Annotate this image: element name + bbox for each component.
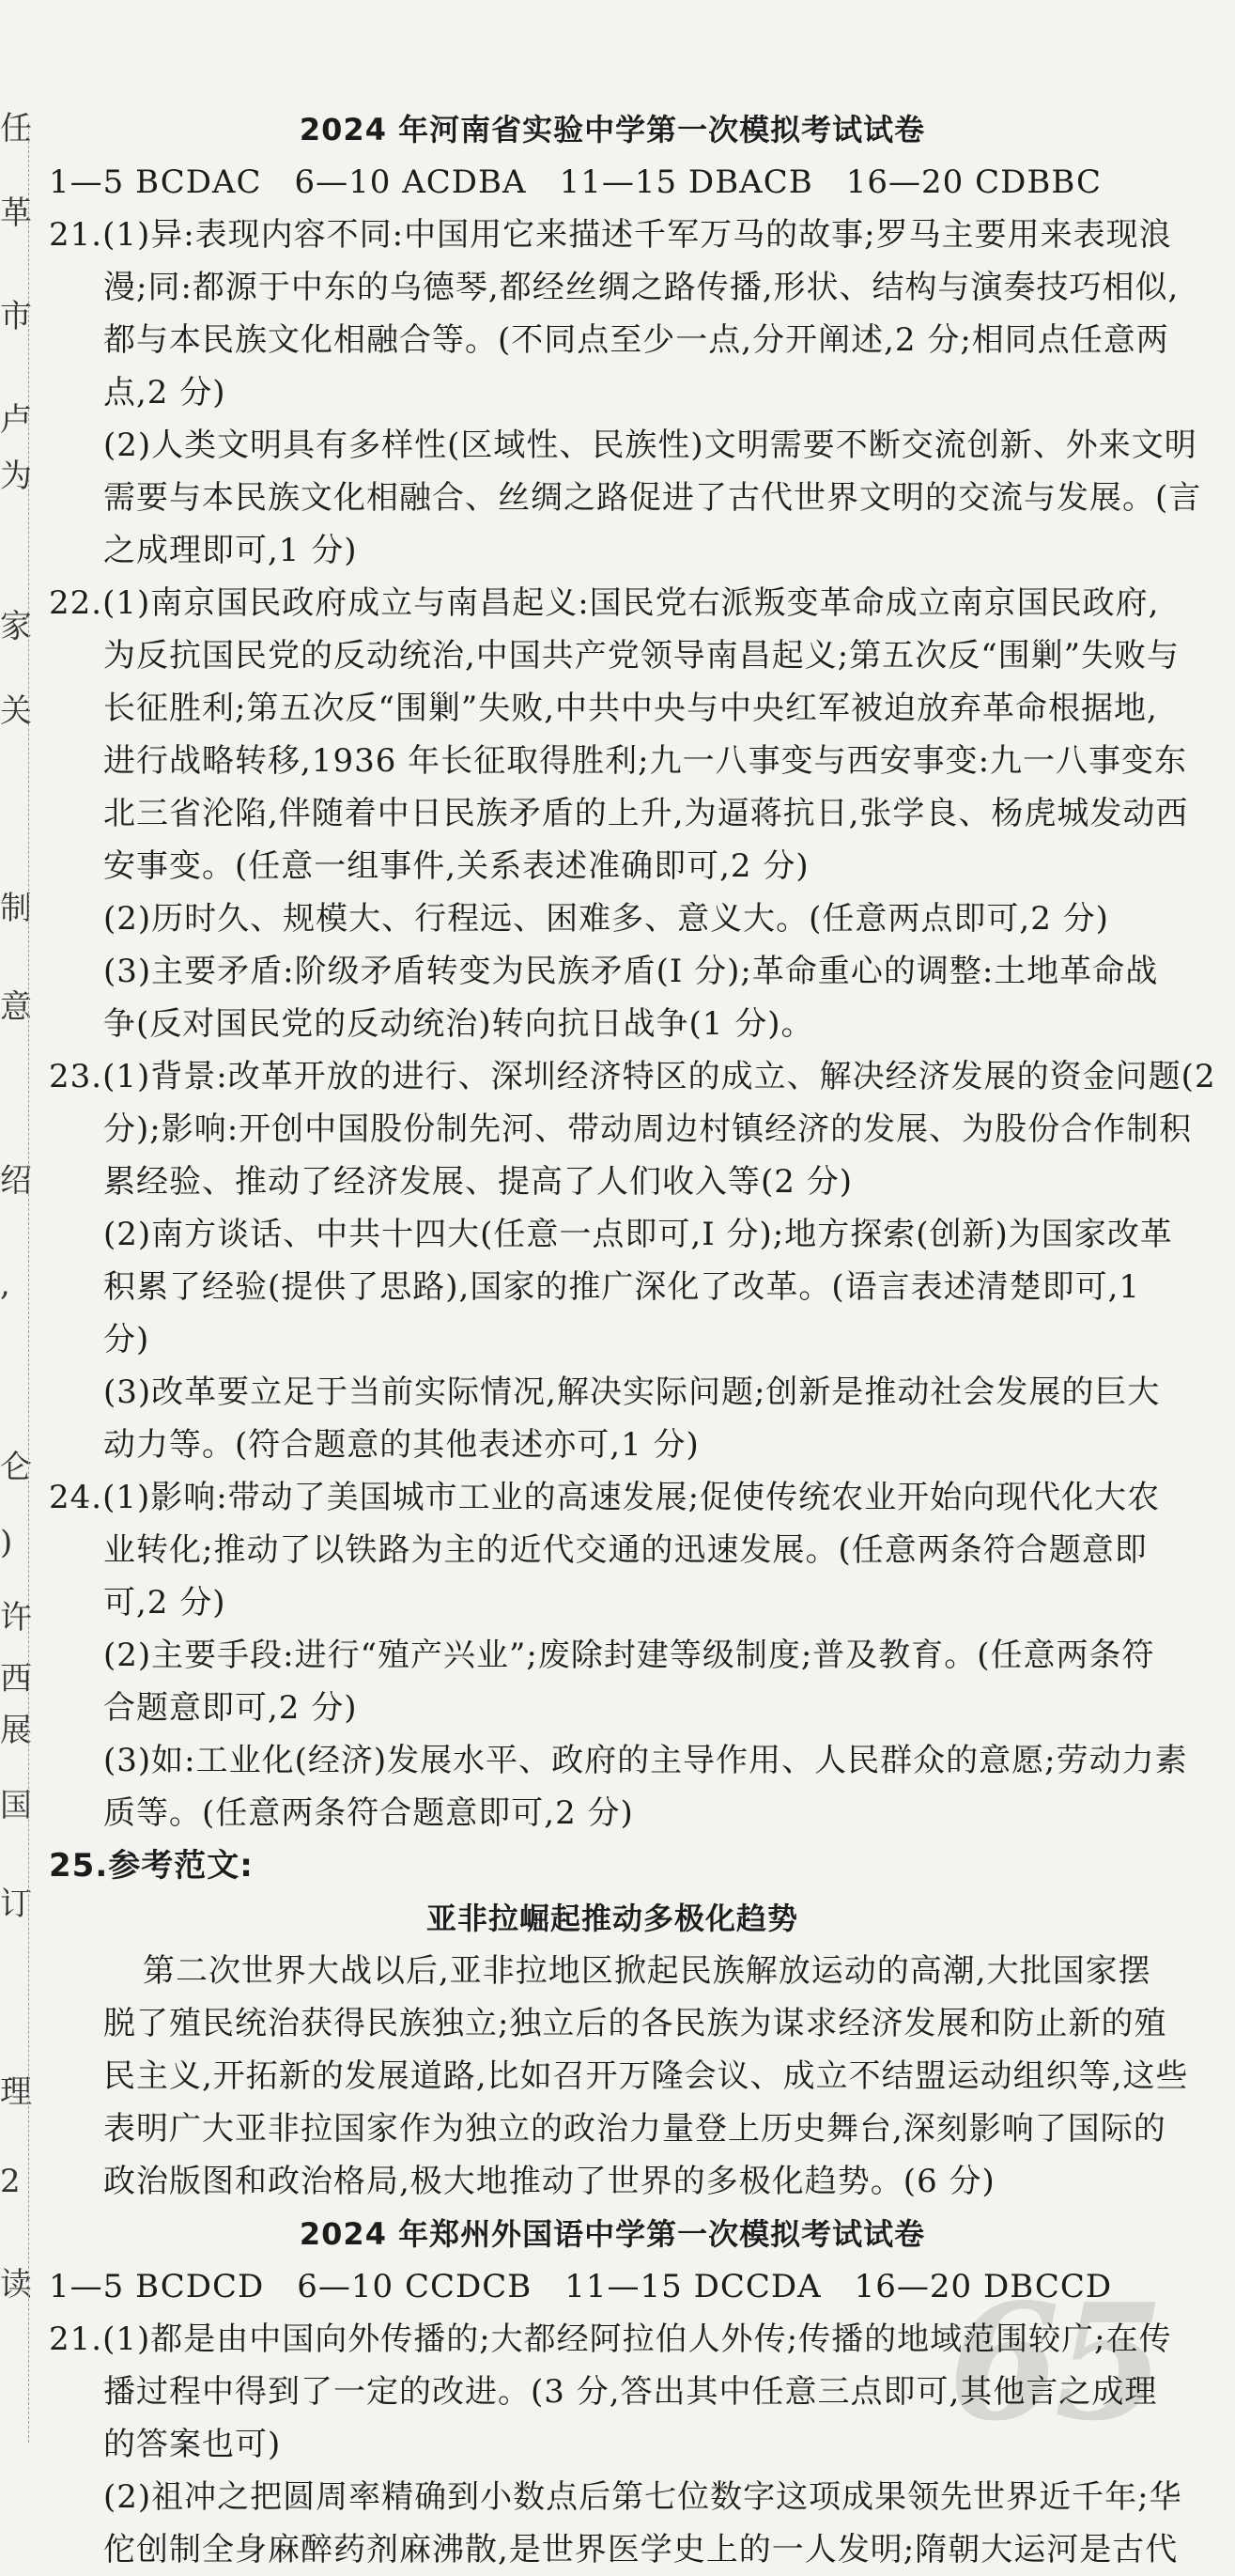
text-line: 分);影响:开创中国股份制先河、带动周边村镇经济的发展、为股份合作制积 <box>103 1110 1193 1148</box>
margin-divider <box>28 122 30 2443</box>
margin-char: 理 <box>0 2073 32 2111</box>
margin-char: 意 <box>0 988 32 1026</box>
margin-char: 国 <box>0 1787 32 1824</box>
text-line: 安事变。(任意一组事件,关系表述准确即可,2 分) <box>103 847 810 885</box>
margin-char: 制 <box>0 890 32 927</box>
text-line: 点,2 分) <box>103 374 226 411</box>
margin-char: 关 <box>0 692 32 730</box>
section-title: 亚非拉崛起推动多极化趋势 <box>425 1901 798 1936</box>
text-line: 21.(1)都是由中国向外传播的;大都经阿拉伯人外传;传播的地域范围较广;在传 <box>49 2320 1172 2358</box>
text-line: (3)改革要立足于当前实际情况,解决实际问题;创新是推动社会发展的巨大 <box>103 1373 1161 1411</box>
text-line: 之成理即可,1 分) <box>103 532 358 569</box>
text-line: 21.(1)异:表现内容不同:中国用它来描述千军万马的故事;罗马主要用来表现浪 <box>49 216 1172 254</box>
margin-char: 仑 <box>0 1449 32 1486</box>
text-line: 25.参考范文: <box>49 1847 254 1885</box>
page-number-watermark: 65 <box>949 2269 1160 2457</box>
text-line: 脱了殖民统治获得民族独立;独立后的各民族为谋求经济发展和防止新的殖 <box>103 2005 1167 2042</box>
text-line: 争(反对国民党的反动统治)转向抗日战争(1 分)。 <box>103 1005 814 1043</box>
margin-char: 革 <box>0 194 32 232</box>
text-line: 长征胜利;第五次反“围剿”失败,中共中央与中央红军被迫放弃革命根据地, <box>103 690 1158 727</box>
margin-char: 读 <box>0 2266 32 2304</box>
text-line: 22.(1)南京国民政府成立与南昌起义:国民党右派叛变革命成立南京国民政府, <box>49 584 1160 622</box>
text-line: 播过程中得到了一定的改进。(3 分,答出其中任意三点即可,其他言之成理 <box>103 2373 1158 2411</box>
text-line: 累经验、推动了经济发展、提高了人们收入等(2 分) <box>103 1163 853 1201</box>
margin-char: 西 <box>0 1660 32 1698</box>
margin-char: 任 <box>0 110 32 147</box>
section-title: 2024 年河南省实验中学第一次模拟考试试卷 <box>299 112 926 147</box>
margin-char: 许 <box>0 1599 32 1637</box>
text-line: 动力等。(符合题意的其他表述亦可,1 分) <box>103 1426 700 1464</box>
text-line: 积累了经验(提供了思路),国家的推广深化了改革。(语言表述清楚即可,1 <box>103 1268 1141 1306</box>
margin-char: ) <box>0 1524 13 1561</box>
left-margin-strip <box>0 0 32 2491</box>
margin-char: 卢 <box>0 401 32 439</box>
margin-char: 绍 <box>0 1162 32 1200</box>
margin-char: 订 <box>0 1885 32 1923</box>
text-line: 合题意即可,2 分) <box>103 1689 358 1727</box>
text-line: 进行战略转移,1936 年长征取得胜利;九一八事变与西安事变:九一八事变东 <box>103 742 1188 780</box>
section-title: 2024 年郑州外国语中学第一次模拟考试试卷 <box>299 2216 926 2252</box>
margin-char: 展 <box>0 1712 32 1749</box>
text-line: 质等。(任意两条符合题意即可,2 分) <box>103 1794 634 1832</box>
text-line: 第二次世界大战以后,亚非拉地区掀起民族解放运动的高潮,大批国家摆 <box>143 1952 1151 1990</box>
text-line: 分) <box>103 1321 150 1358</box>
text-line: (2)祖冲之把圆周率精确到小数点后第七位数字这项成果领先世界近千年;华 <box>103 2478 1182 2516</box>
text-line: 佗创制全身麻醉药剂麻沸散,是世界医学史上的一人发明;隋朝大运河是古代 <box>103 2531 1179 2568</box>
text-line: 表明广大亚非拉国家作为独立的政治力量登上历史舞台,深刻影响了国际的 <box>103 2110 1166 2148</box>
text-line: 业转化;推动了以铁路为主的近代交通的迅速发展。(任意两条符合题意即 <box>103 1531 1148 1569</box>
margin-char: 市 <box>0 298 32 335</box>
text-line: 23.(1)背景:改革开放的进行、深圳经济特区的成立、解决经济发展的资金问题(2 <box>49 1058 1216 1095</box>
margin-char: 为 <box>0 458 32 495</box>
text-line: (2)主要手段:进行“殖产兴业”;废除封建等级制度;普及教育。(任意两条符 <box>103 1637 1155 1674</box>
text-line: (2)南方谈话、中共十四大(任意一点即可,I 分);地方探索(创新)为国家改革 <box>103 1216 1173 1253</box>
text-line: 为反抗国民党的反动统治,中国共产党领导南昌起义;第五次反“围剿”失败与 <box>103 637 1181 675</box>
text-line: 可,2 分) <box>103 1584 226 1622</box>
text-line: 的答案也可) <box>103 2426 282 2463</box>
text-line: 民主义,开拓新的发展道路,比如召开万隆会议、成立不结盟运动组织等,这些 <box>103 2057 1189 2095</box>
text-line: 1—5 BCDAC 6—10 ACDBA 11—15 DBACB 16—20 CDBBC <box>49 163 1102 201</box>
text-line: 北三省沦陷,伴随着中日民族矛盾的上升,为逼蒋抗日,张学良、杨虎城发动西 <box>103 795 1189 832</box>
text-line: (2)历时久、规模大、行程远、困难多、意义大。(任意两点即可,2 分) <box>103 900 1109 938</box>
margin-char: 2 <box>0 2163 21 2200</box>
text-line: (3)主要矛盾:阶级矛盾转变为民族矛盾(I 分);革命重心的调整:土地革命战 <box>103 953 1159 990</box>
text-line: (3)如:工业化(经济)发展水平、政府的主导作用、人民群众的意愿;劳动力素 <box>103 1742 1188 1779</box>
margin-char: 家 <box>0 608 32 645</box>
text-line: 政治版图和政治格局,极大地推动了世界的多极化趋势。(6 分) <box>103 2163 996 2200</box>
text-line: 漫;同:都源于中东的乌德琴,都经丝绸之路传播,形状、结构与演奏技巧相似, <box>103 269 1180 306</box>
text-line: (2)人类文明具有多样性(区域性、民族性)文明需要不断交流创新、外来文明 <box>103 427 1197 464</box>
answer-page <box>49 103 1216 2576</box>
text-line: 24.(1)影响:带动了美国城市工业的高速发展;促使传统农业开始向现代化大农 <box>49 1479 1161 1516</box>
text-line: 都与本民族文化相融合等。(不同点至少一点,分开阐述,2 分;相同点任意两 <box>103 321 1169 359</box>
text-line: 1—5 BCDCD 6—10 CCDCB 11—15 DCCDA 16—20 DBCCD <box>49 2268 1113 2305</box>
text-line: 需要与本民族文化相融合、丝绸之路促进了古代世界文明的交流与发展。(言 <box>103 479 1202 517</box>
margin-char: , <box>0 1265 10 1303</box>
